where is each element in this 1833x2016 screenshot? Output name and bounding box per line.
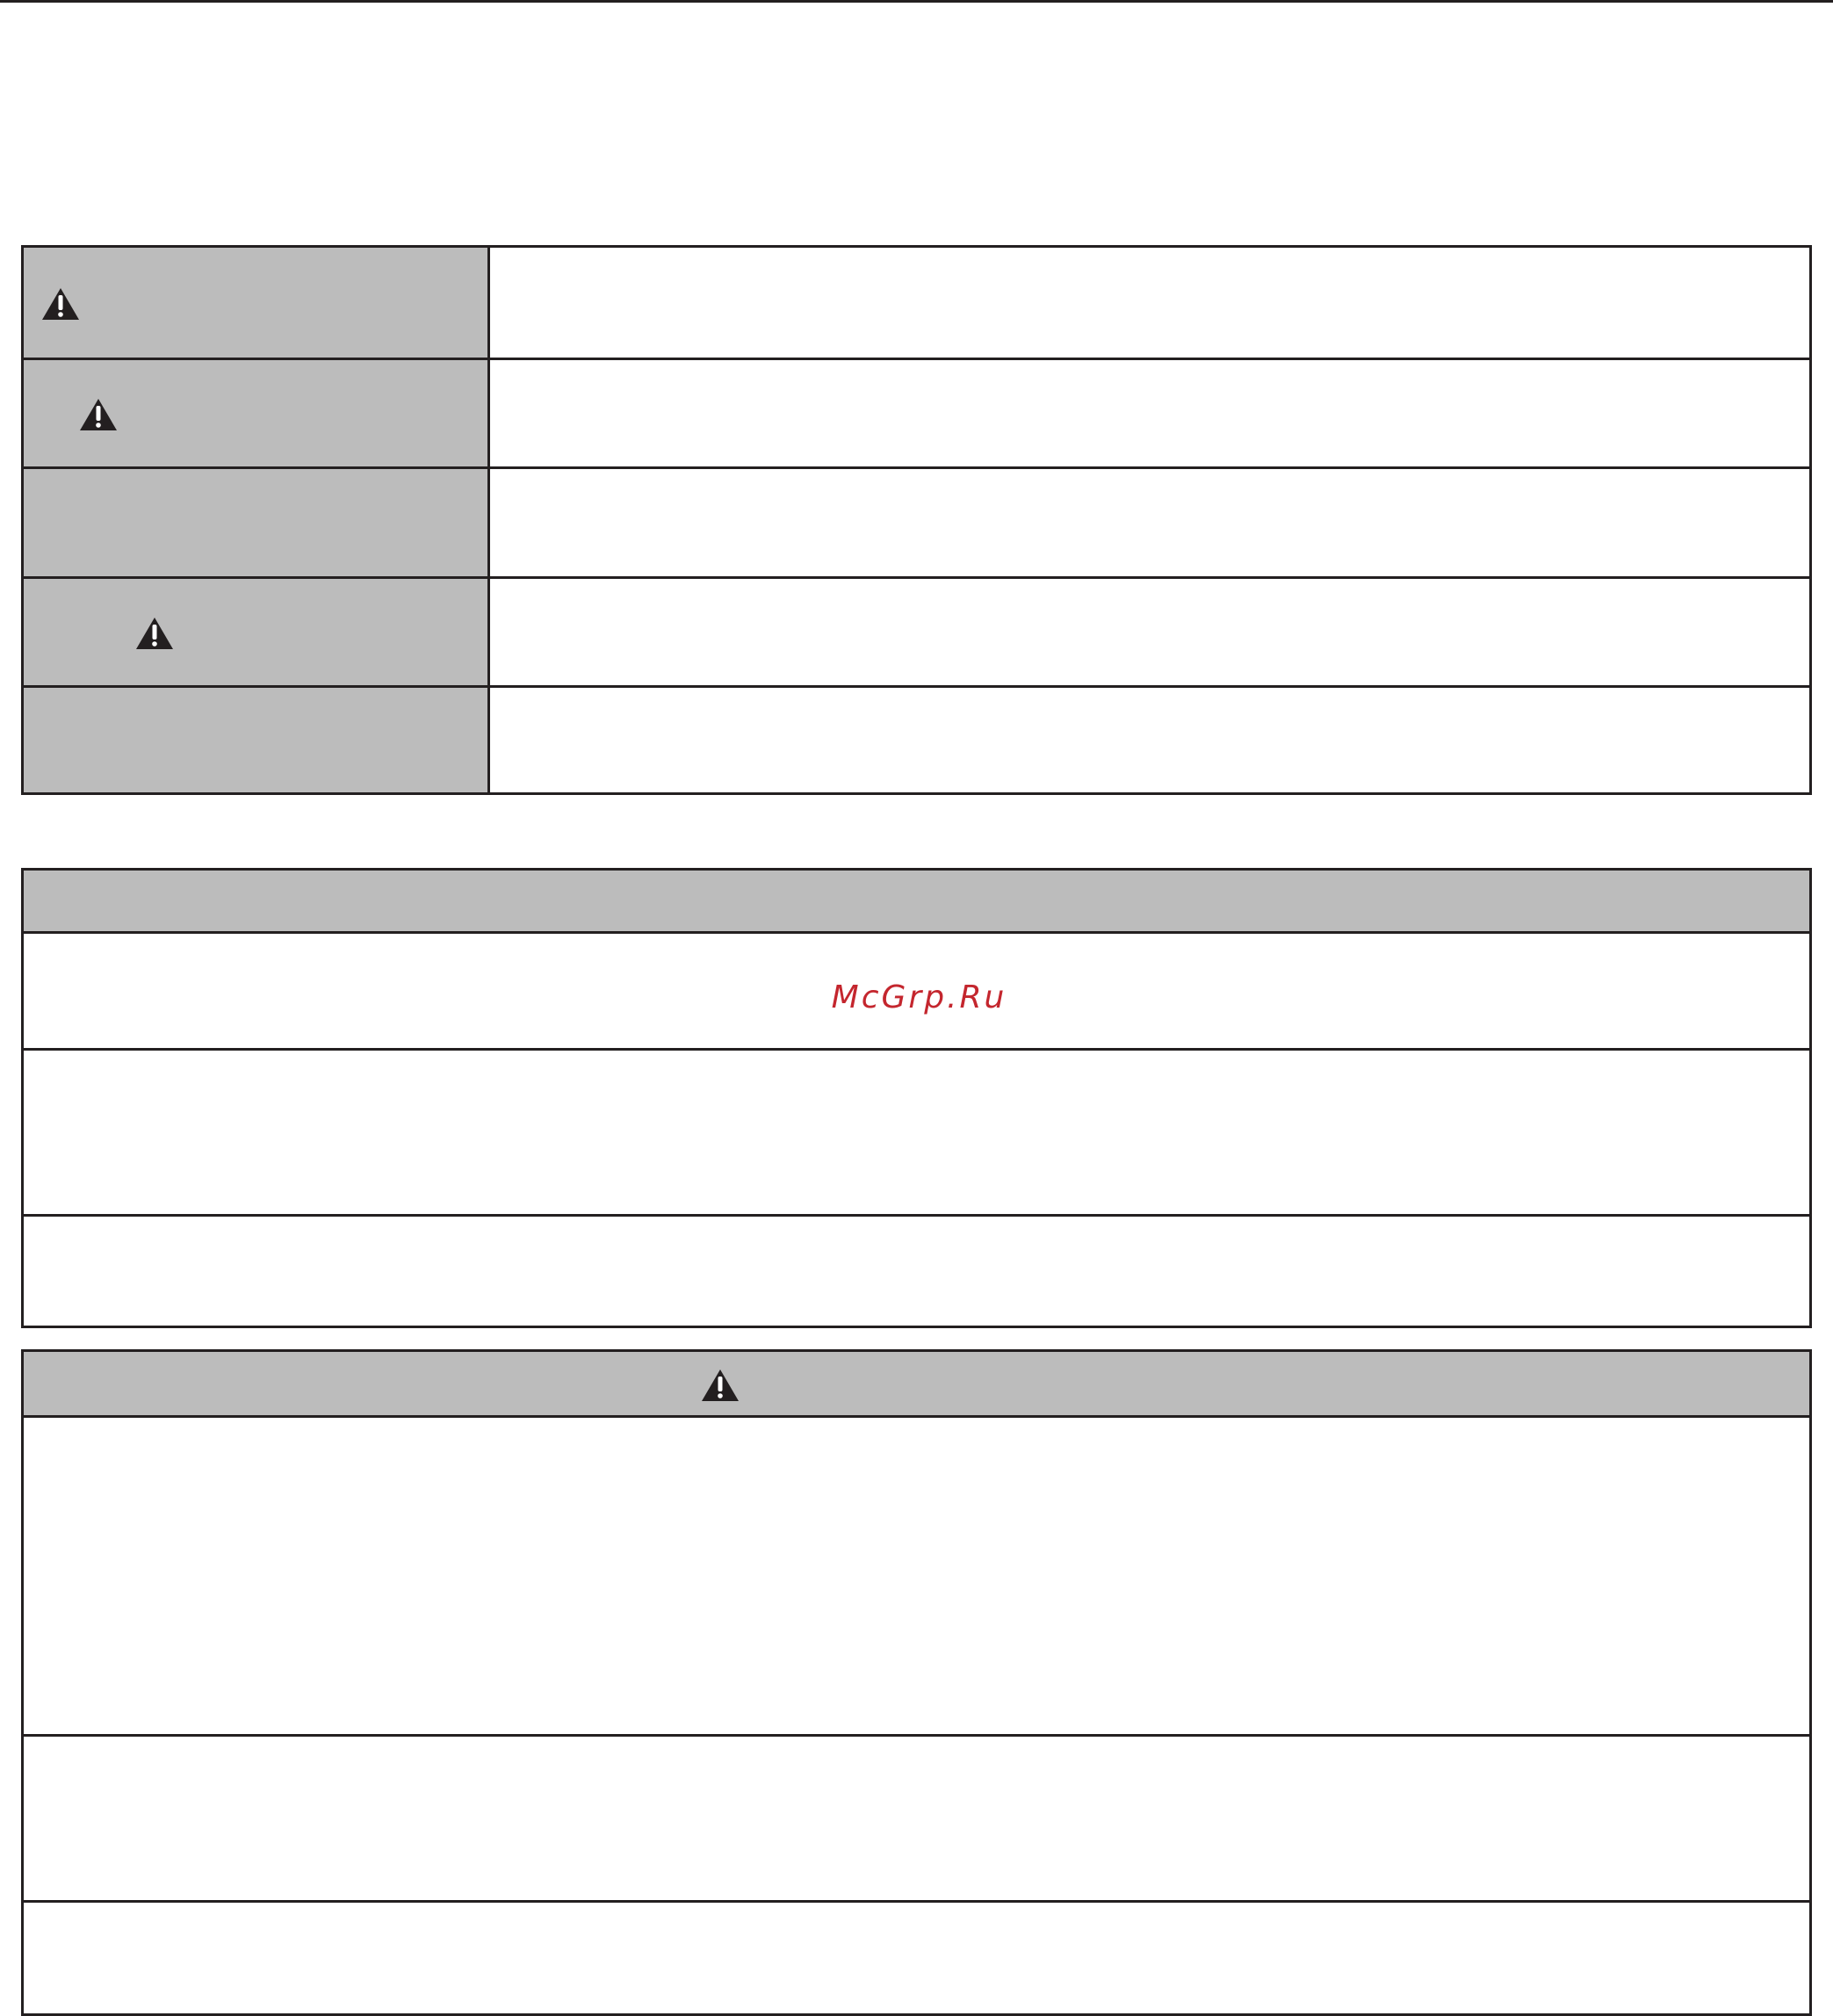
signal-description-cell: [493, 469, 1809, 576]
signal-label-cell: [24, 688, 490, 792]
info-row: [24, 1048, 1809, 1214]
danger-box: [21, 1349, 1812, 2016]
signal-word-table: [21, 245, 1812, 795]
signal-row-notice: [24, 685, 1809, 792]
danger-row: [24, 1900, 1809, 2013]
danger-row: [24, 1418, 1809, 1734]
signal-description-cell: [493, 579, 1809, 685]
signal-description-cell: [493, 360, 1809, 466]
signal-row-warning: [24, 358, 1809, 466]
warning-triangle-icon: [135, 617, 174, 650]
info-box: [21, 868, 1812, 1328]
signal-label-cell: [24, 579, 490, 685]
signal-description-cell: [493, 688, 1809, 792]
info-box-header: [24, 871, 1809, 934]
signal-label-cell: [24, 469, 490, 576]
info-row: [24, 1214, 1809, 1326]
info-row: [24, 934, 1809, 1048]
signal-label-cell: [24, 248, 490, 358]
signal-row-caution: [24, 466, 1809, 576]
warning-triangle-icon: [701, 1369, 740, 1402]
danger-row: [24, 1734, 1809, 1900]
signal-row-caution-symbol: [24, 576, 1809, 685]
signal-label-cell: [24, 360, 490, 466]
signal-description-cell: [493, 248, 1809, 358]
top-rule: [0, 0, 1833, 3]
watermark: McGrp.Ru: [831, 979, 1007, 1015]
danger-box-header: [24, 1352, 1809, 1418]
warning-triangle-icon: [41, 287, 80, 321]
signal-row-danger: [24, 248, 1809, 358]
warning-triangle-icon: [79, 398, 118, 431]
